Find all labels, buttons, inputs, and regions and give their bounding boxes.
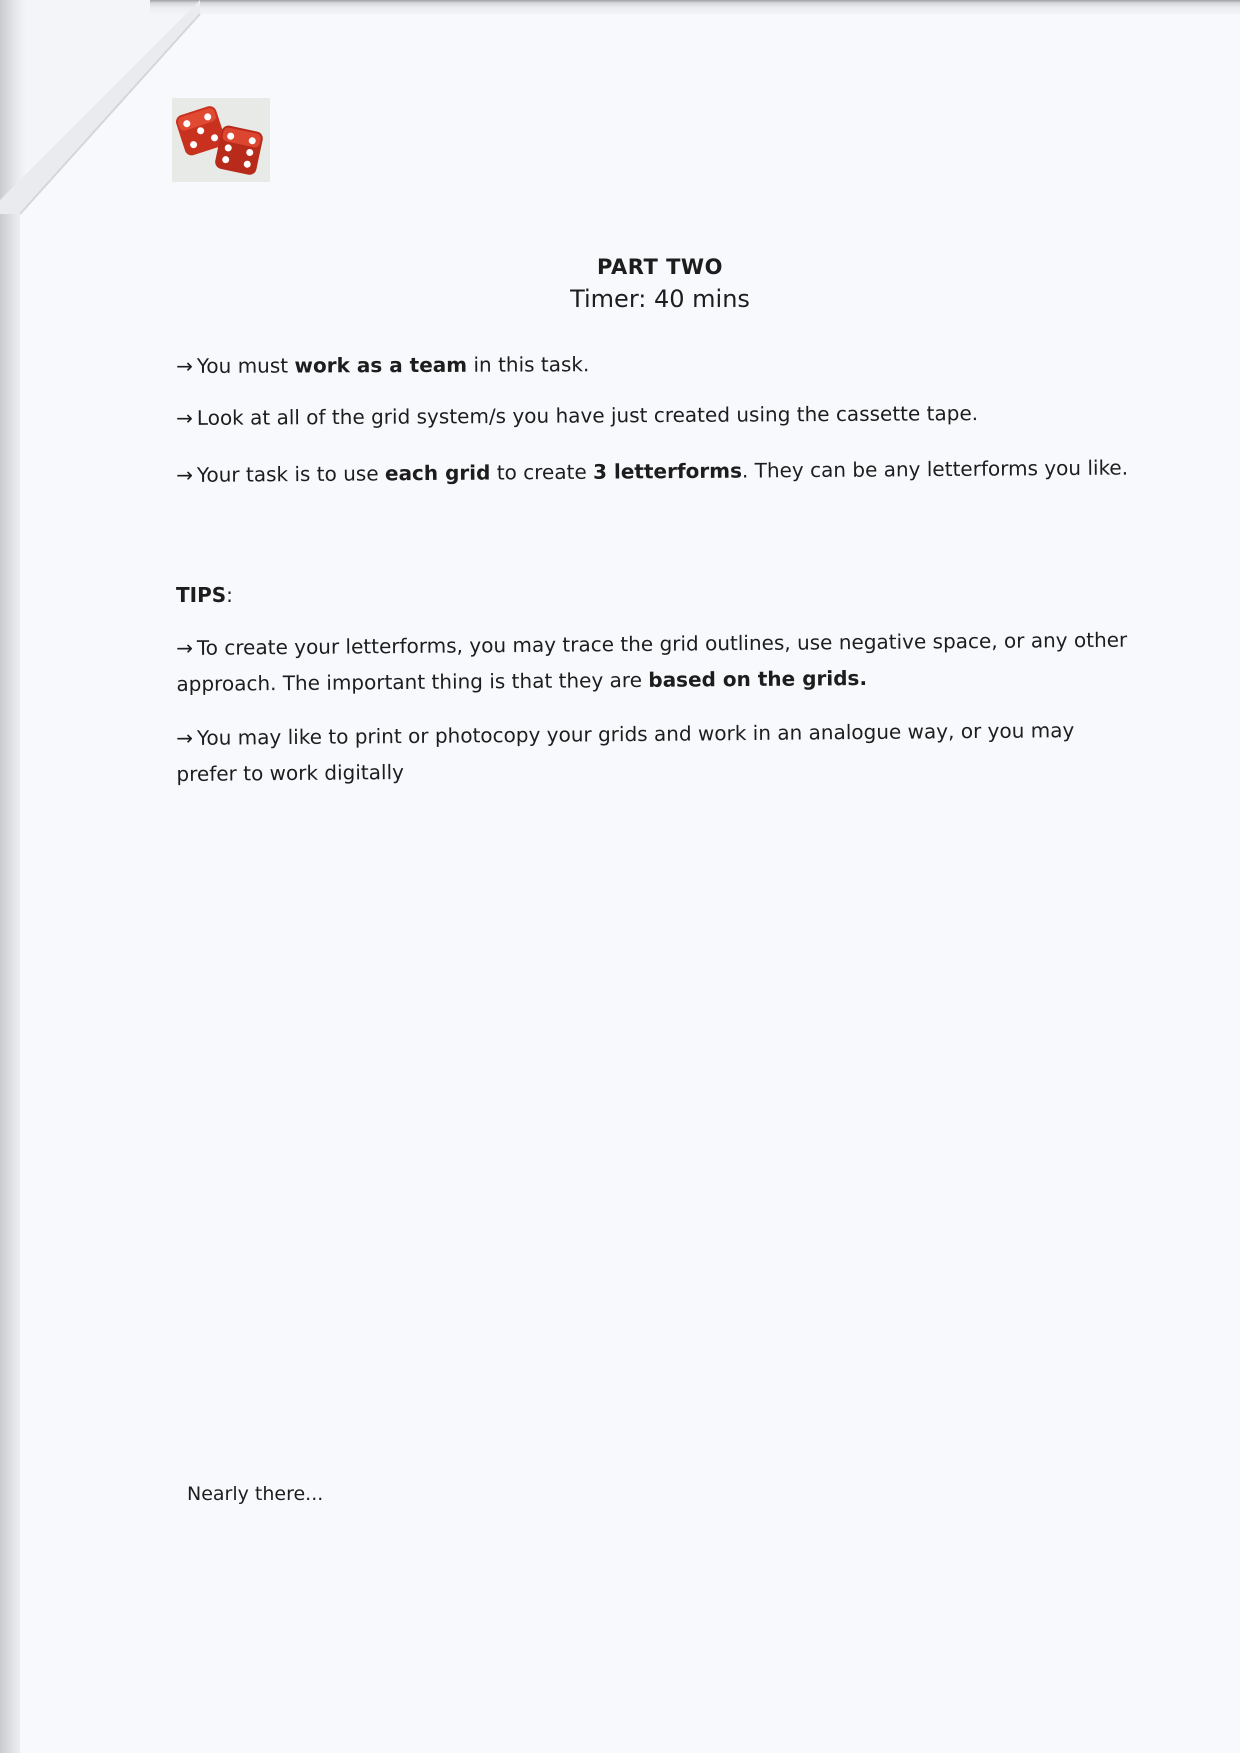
tip-1-text: To create your letterforms, you may trace the grid outlines, use negative space, or any other approach. The important thing is that they are bbox=[176, 627, 1128, 696]
instruction-1-bold: work as a team bbox=[294, 352, 468, 378]
instruction-3-bold-1: each grid bbox=[384, 460, 491, 486]
footer-text: Nearly there... bbox=[187, 1483, 324, 1505]
tip-1-bold: based on the grids. bbox=[648, 665, 868, 692]
instruction-1-text: You must bbox=[196, 353, 295, 378]
arrow-icon: → bbox=[176, 635, 194, 660]
tips-label: TIPS bbox=[176, 583, 227, 607]
page-top-edge bbox=[150, 0, 1240, 16]
instruction-3-text: Your task is to use bbox=[196, 461, 386, 487]
arrow-icon: → bbox=[176, 725, 194, 750]
arrow-icon: → bbox=[176, 405, 193, 430]
instruction-2-text: Look at all of the grid system/s you have just created using the cassette tape. bbox=[196, 401, 979, 430]
tip-1 bbox=[176, 622, 1137, 702]
arrow-icon: → bbox=[176, 462, 194, 487]
page-title: PART TWO bbox=[597, 255, 723, 279]
instruction-3-mid: to create bbox=[490, 459, 594, 485]
tip-2-text: You may like to print or photocopy your grids and work in an analogue way, or you may prefer to work digitally bbox=[176, 718, 1075, 786]
tip-2 bbox=[176, 712, 1137, 792]
instruction-1-end: in this task. bbox=[467, 352, 590, 377]
timer-text: Timer: 40 mins bbox=[570, 285, 750, 313]
instruction-2 bbox=[176, 394, 1136, 436]
tips-heading bbox=[176, 583, 233, 607]
instruction-3-end: . They can be any letterforms you like. bbox=[741, 455, 1129, 483]
tips-colon: : bbox=[226, 583, 233, 607]
instruction-1 bbox=[176, 344, 1136, 384]
instruction-3-bold-2: 3 letterforms bbox=[592, 458, 743, 484]
dice-icon bbox=[172, 98, 270, 182]
instruction-3 bbox=[176, 449, 1146, 493]
arrow-icon: → bbox=[176, 353, 193, 378]
